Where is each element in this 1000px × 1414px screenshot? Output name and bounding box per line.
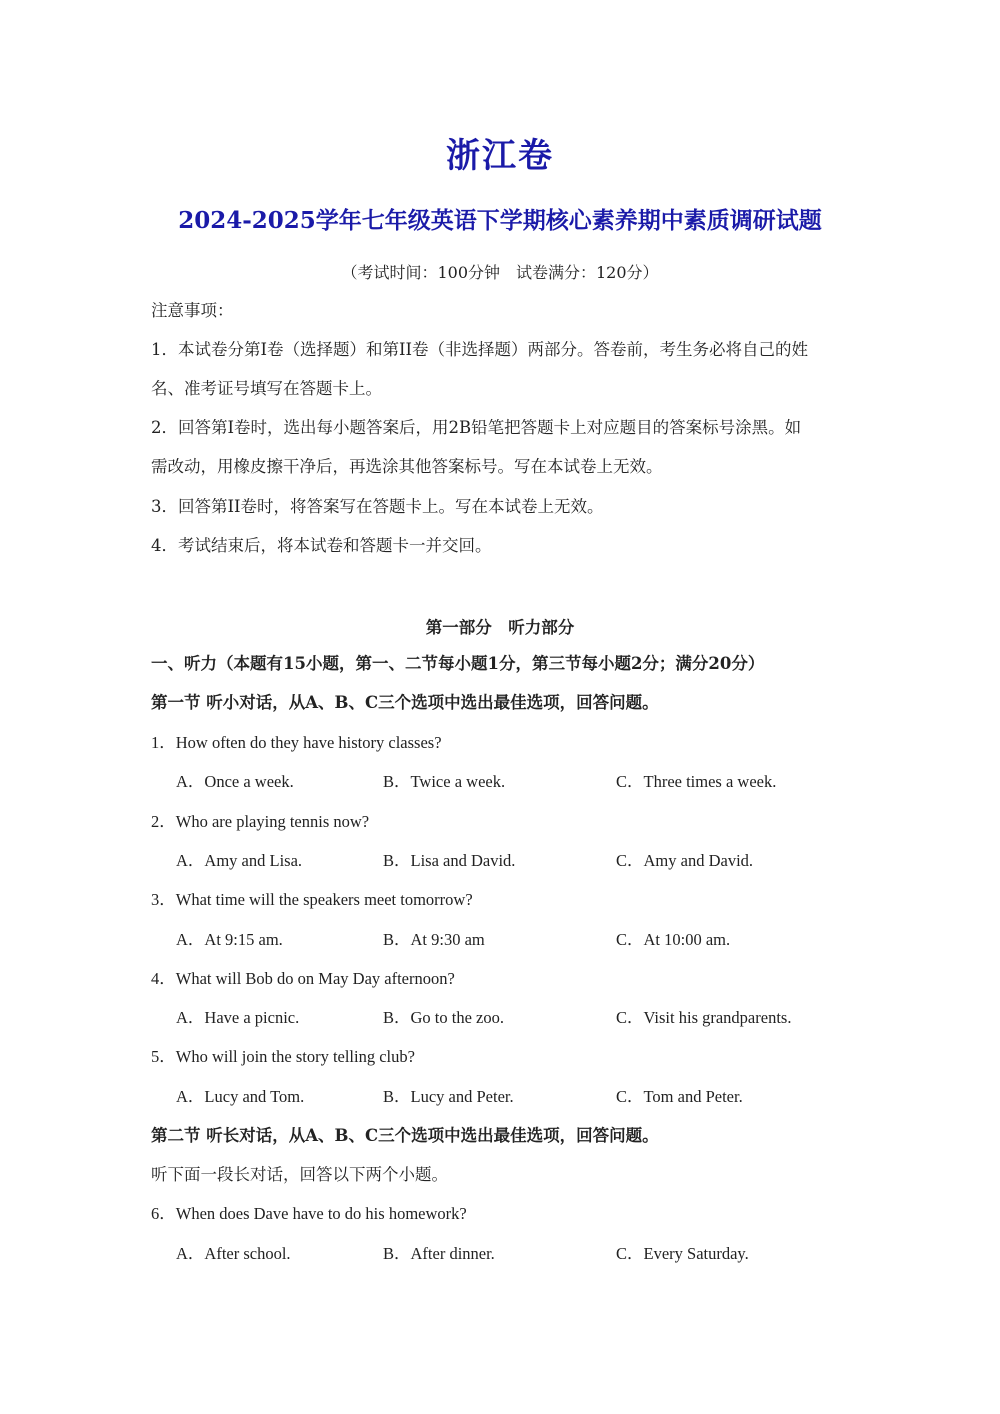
section-2-intro: 听下面一段长对话，回答以下两个小题。 [151, 1165, 448, 1184]
question-5-stem: 5．Who will join the story telling club? [151, 1047, 415, 1066]
question-3-option-c: C．At 10:00 am. [616, 930, 731, 949]
question-3-option-b: B．At 9:30 am [383, 930, 485, 949]
question-4-option-a: A．Have a picnic. [176, 1008, 300, 1027]
section-1-title: 第一节 听小对话，从A、B、C三个选项中选出最佳选项，回答问题。 [151, 693, 659, 712]
exam-info: （考试时间：100分钟 试卷满分：120分） [341, 263, 659, 282]
question-5-option-a: A．Lucy and Tom. [176, 1087, 305, 1106]
question-1-option-a: A．Once a week. [176, 772, 294, 791]
question-4-stem: 4．What will Bob do on May Day afternoon? [151, 969, 455, 988]
question-5-option-b: B．Lucy and Peter. [383, 1087, 514, 1106]
page-title: 浙江卷 [446, 136, 554, 176]
question-3-option-a: A．At 9:15 am. [176, 930, 283, 949]
section-2-title: 第二节 听长对话，从A、B、C三个选项中选出最佳选项，回答问题。 [151, 1126, 659, 1145]
question-6-stem: 6．When does Dave have to do his homework? [151, 1204, 467, 1223]
notice-heading: 注意事项： [151, 301, 234, 320]
question-1-option-c: C．Three times a week. [616, 772, 777, 791]
question-5-option-c: C．Tom and Peter. [616, 1087, 743, 1106]
question-2-option-c: C．Amy and David. [616, 851, 754, 870]
part-one-heading: 第一部分 听力部分 [425, 618, 575, 637]
question-6-option-b: B．After dinner. [383, 1244, 495, 1263]
question-2-option-a: A．Amy and Lisa. [176, 851, 303, 870]
exam-subtitle: 2024-2025学年七年级英语下学期核心素养期中素质调研试题 [178, 207, 822, 234]
question-1-option-b: B．Twice a week. [383, 772, 506, 791]
notice-line-2-cont: 需改动，用橡皮擦干净后，再选涂其他答案标号。写在本试卷上无效。 [151, 457, 663, 476]
listening-section-title: 一、听力（本题有15小题，第一、二节每小题1分，第三节每小题2分；满分20分） [151, 654, 765, 673]
question-2-option-b: B．Lisa and David. [383, 851, 516, 870]
question-4-option-b: B．Go to the zoo. [383, 1008, 504, 1027]
notice-line-3: 3．回答第II卷时，将答案写在答题卡上。写在本试卷上无效。 [151, 497, 604, 516]
notice-line-4: 4．考试结束后，将本试卷和答题卡一并交回。 [151, 536, 492, 555]
notice-line-2: 2．回答第I卷时，选出每小题答案后，用2B铅笔把答题卡上对应题目的答案标号涂黑。如 [151, 418, 802, 437]
question-2-stem: 2．Who are playing tennis now? [151, 812, 370, 831]
question-1-stem: 1．How often do they have history classes? [151, 733, 442, 752]
question-6-option-a: A．After school. [176, 1244, 291, 1263]
question-6-option-c: C．Every Saturday. [616, 1244, 749, 1263]
question-3-stem: 3．What time will the speakers meet tomorrow? [151, 890, 473, 909]
notice-line-1-cont: 名、准考证号填写在答题卡上。 [151, 379, 382, 398]
question-4-option-c: C．Visit his grandparents. [616, 1008, 792, 1027]
notice-line-1: 1．本试卷分第I卷（选择题）和第II卷（非选择题）两部分。答卷前，考生务必将自己的姓 [151, 340, 809, 359]
